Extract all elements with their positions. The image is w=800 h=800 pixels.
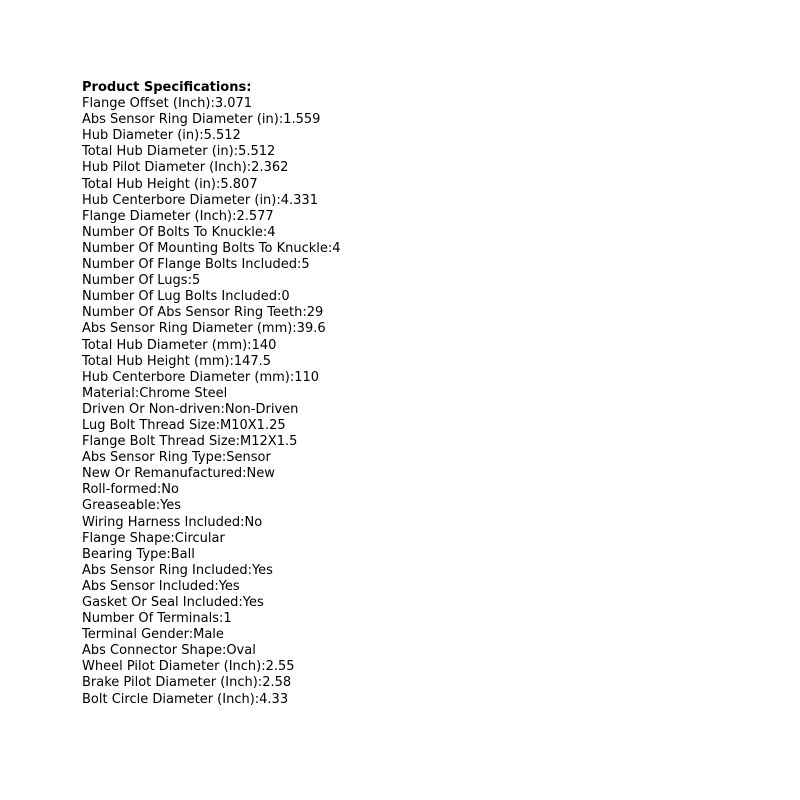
spec-list	[82, 96, 341, 708]
spec-line: Number Of Bolts To Knuckle:4	[82, 224, 276, 240]
spec-line: Number Of Abs Sensor Ring Teeth:29	[82, 305, 324, 321]
spec-line: Number Of Lugs:5	[82, 273, 201, 289]
spec-line: Flange Shape:Circular	[82, 530, 225, 546]
spec-line: Driven Or Non-driven:Non-Driven	[82, 401, 299, 417]
spec-line: Bearing Type:Ball	[82, 546, 195, 562]
spec-line: Number Of Mounting Bolts To Knuckle:4	[82, 240, 341, 256]
spec-line: Flange Diameter (Inch):2.577	[82, 208, 274, 224]
spec-line: Abs Sensor Included:Yes	[82, 578, 240, 594]
spec-line: Gasket Or Seal Included:Yes	[82, 595, 264, 610]
spec-line: Abs Sensor Ring Diameter (in):1.559	[82, 112, 321, 128]
spec-line: Brake Pilot Diameter (Inch):2.58	[82, 675, 292, 691]
spec-line: Roll-formed:No	[82, 482, 179, 498]
spec-line: Abs Connector Shape:Oval	[82, 643, 256, 659]
spec-line: Abs Sensor Ring Included:Yes	[82, 562, 273, 578]
spec-line: Material:Chrome Steel	[82, 385, 228, 401]
page-title: Product Specifications:	[82, 80, 252, 95]
spec-line: Hub Centerbore Diameter (mm):110	[82, 369, 320, 385]
spec-line: Bolt Circle Diameter (Inch):4.33	[82, 691, 289, 707]
spec-line: Abs Sensor Ring Diameter (mm):39.6	[82, 321, 326, 337]
spec-line: Wheel Pilot Diameter (Inch):2.55	[82, 659, 295, 675]
spec-line: Hub Centerbore Diameter (in):4.331	[82, 192, 318, 208]
spec-line: Flange Offset (Inch):3.071	[82, 96, 253, 112]
spec-line: Wiring Harness Included:No	[82, 514, 263, 530]
spec-line: Flange Bolt Thread Size:M12X1.5	[82, 434, 298, 450]
spec-line: Lug Bolt Thread Size:M10X1.25	[82, 417, 286, 433]
spec-line: Greaseable:Yes	[82, 498, 182, 514]
spec-line: Hub Diameter (in):5.512	[82, 128, 241, 144]
spec-line: Total Hub Height (mm):147.5	[82, 353, 272, 369]
spec-line: Total Hub Diameter (in):5.512	[82, 144, 276, 160]
spec-line: Number Of Terminals:1	[82, 611, 232, 627]
product-specifications	[82, 80, 341, 708]
spec-line: Total Hub Diameter (mm):140	[82, 337, 277, 353]
spec-line: Abs Sensor Ring Type:Sensor	[82, 450, 271, 466]
spec-line: Number Of Flange Bolts Included:5	[82, 257, 310, 273]
spec-line: Hub Pilot Diameter (Inch):2.362	[82, 160, 289, 176]
spec-line: Number Of Lug Bolts Included:0	[82, 289, 290, 305]
spec-line: New Or Remanufactured:New	[82, 466, 275, 482]
spec-line: Total Hub Height (in):5.807	[82, 176, 258, 192]
spec-line: Terminal Gender:Male	[82, 627, 224, 643]
